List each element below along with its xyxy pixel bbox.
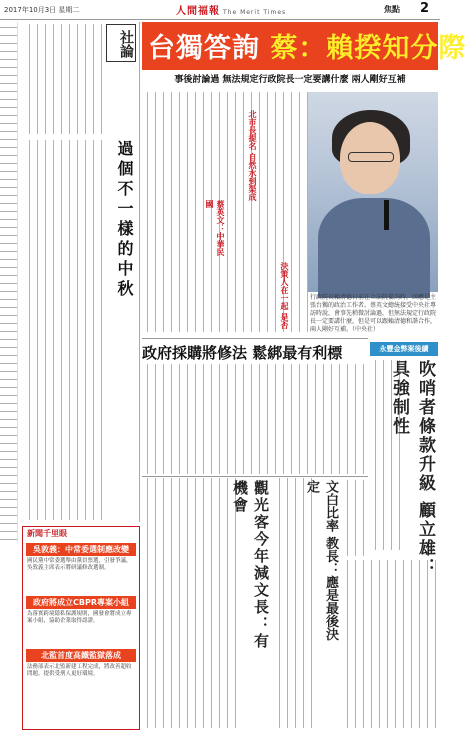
- president-photo: [308, 92, 438, 292]
- left-margin-column: [0, 22, 18, 542]
- news-item-body: 為落實跨境隱私保護規則，國發會將成立專案小組，協助企業取得認證。: [27, 611, 132, 624]
- issue-date: 2017年10月3日 星期二: [4, 6, 80, 14]
- photo-caption: 行政院長賴清德日前在立法院備詢時，回應是主張台獨的政治工作者。蔡英文總統接受中央社專訪時說，會事先稍微討論過，但無法規定行政院長一定要講什麼，但是可以跟賴清德和諧合作，兩人剛好互補。（中央社）: [310, 294, 437, 333]
- logo-english: The Merit Times: [223, 9, 287, 16]
- main-headline: [148, 26, 466, 65]
- story3-headline: 觀光客今年減文長：有機會: [231, 480, 270, 650]
- news-item-headline: 北監首度高鐵監獄落成: [26, 649, 136, 662]
- story2-body: [142, 364, 368, 474]
- editorial-body: [24, 140, 108, 520]
- news-roundup-box: [22, 526, 140, 730]
- news-item-headline: 吳敦義：中常委選制應改變: [26, 543, 136, 556]
- editorial-label: 社論: [106, 24, 136, 62]
- divider: [142, 338, 368, 339]
- news-item-body: 法務部表示北監新建工程完成，將改善超收問題，提供受刑人更好環境。: [27, 664, 132, 677]
- headline-part1: 台獨答詢: [148, 33, 260, 64]
- pull-quote-2: 蔡英文：中華民國: [205, 200, 225, 256]
- page-number: 2: [420, 1, 430, 16]
- pull-quote-1: 北市長提名 自然水到渠成: [248, 110, 257, 201]
- news-roundup-header: 新聞千里眼: [27, 529, 67, 538]
- story4-lead: [342, 480, 366, 556]
- main-subheadline: 事後討論過 無法規定行政院長一定要講什麼 兩人剛好互補: [174, 75, 406, 85]
- editorial-title: 過個不一樣的中秋: [115, 140, 134, 300]
- story3-body: [142, 478, 242, 728]
- microphone-icon: [384, 200, 389, 230]
- newspaper-logo: [176, 2, 286, 17]
- story4-headline: 文白比率 教長：應是最後決定: [304, 480, 338, 641]
- main-headline-banner: [142, 22, 466, 70]
- news-item-body: 國民黨中常委選舉由黨員票選，引發爭議，吳敦義主席表示將研議修改選制。: [27, 558, 132, 571]
- news-item-headline: 政府將成立CBPR專案小組: [26, 596, 136, 609]
- right-story-tag: 永豐金弊案後續: [370, 342, 438, 356]
- photo-glasses: [348, 152, 394, 162]
- right-story-headline: 吹哨者條款升級 顧立雄：具強制性: [389, 360, 435, 577]
- section-name: 焦點: [384, 5, 400, 14]
- logo-text: 人間福報: [176, 6, 220, 17]
- divider: [142, 476, 368, 477]
- right-story-body: [370, 360, 406, 550]
- story3-body-right: [274, 478, 312, 728]
- headline-part2: 蔡：賴揆知分際: [270, 33, 466, 64]
- story2-headline: 政府採購將修法 鬆綁最有利標: [142, 344, 343, 362]
- pull-quote-3: 決策人在一起 是否: [280, 262, 289, 329]
- page-header: [0, 0, 440, 20]
- editorial-column: [22, 22, 140, 522]
- photo-body: [318, 198, 430, 298]
- editorial-text-top: [24, 24, 104, 134]
